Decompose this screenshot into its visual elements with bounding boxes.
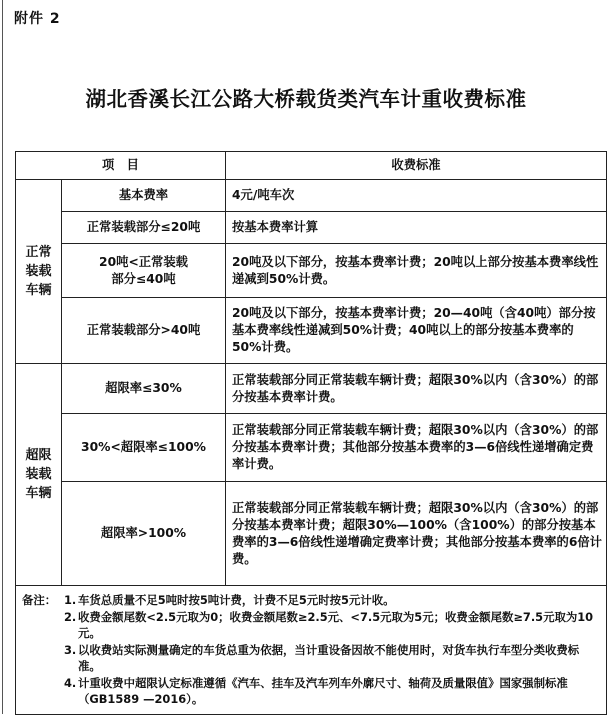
note-text: 以收费站实际测量确定的车货总重为依据，当计重设备因故不能使用时，对货车执行车型分类收费标准。 — [78, 642, 580, 673]
item-cell: 超限率>100% — [62, 482, 226, 586]
item-cell: 正常装载部分>40吨 — [62, 298, 226, 364]
note-number: 3. — [64, 642, 77, 657]
table-row — [16, 298, 607, 364]
notes-section — [16, 586, 607, 715]
table-row — [16, 364, 607, 414]
note-text: 车货总质量不足5吨时按5吨计费，计费不足5元时按5元计收。 — [78, 593, 395, 607]
table-row — [16, 180, 607, 212]
note-item — [22, 609, 600, 642]
standard-cell: 正常装载部分同正常装载车辆计费；超限30%以内（含30%）的部分按基本费率计费；其他部分按基本费率的3—6倍线性递增确定费率计费。 — [226, 414, 607, 482]
notes-row — [16, 586, 607, 715]
table-row — [16, 244, 607, 298]
item-cell: 超限率≤30% — [62, 364, 226, 414]
standard-cell: 正常装载部分同正常装载车辆计费；超限30%以内（含30%）的部分按基本费率计费；超限30%—100%（含100%）的部分按基本费率的3—6倍线性递增确定费率计费；其他部分按基本费率的6倍计费。 — [226, 482, 607, 586]
table-row — [16, 414, 607, 482]
item-cell: 30%<超限率≤100% — [62, 414, 226, 482]
attachment-label: 附件 2 — [14, 11, 61, 27]
notes-lead: 备注： — [22, 593, 57, 607]
table-header-row — [16, 152, 607, 180]
header-item: 项 目 — [16, 152, 226, 180]
category-normal-load: 正常 装载 车辆 — [16, 180, 62, 364]
standard-cell: 20吨及以下部分，按基本费率计费；20吨以上部分按基本费率线性递减到50%计费。 — [226, 244, 607, 298]
note-text: 计重收费中超限认定标准遵循《汽车、挂车及汽车列车外廓尺寸、轴荷及质量限值》国家强制标准（GB1589 —2016）。 — [78, 675, 568, 706]
note-item — [22, 592, 600, 609]
item-cell: 基本费率 — [62, 180, 226, 212]
table-row — [16, 212, 607, 244]
standard-cell: 20吨及以下部分，按基本费率计费；20—40吨（含40吨）部分按基本费率线性递减到50%计费；40吨以上的部分按基本费率的50%计费。 — [226, 298, 607, 364]
note-item — [22, 675, 600, 708]
standard-cell: 4元/吨车次 — [226, 180, 607, 212]
note-number: 2. — [64, 609, 77, 624]
fee-standard-table — [15, 151, 607, 715]
item-cell: 20吨<正常装载 部分≤40吨 — [62, 244, 226, 298]
note-text: 收费金额尾数<2.5元取为0；收费金额尾数≥2.5元、<7.5元取为5元；收费金额尾数≥7.5元取为10元。 — [78, 609, 594, 640]
table-row — [16, 482, 607, 586]
note-number: 1. — [64, 593, 77, 607]
category-overload: 超限 装载 车辆 — [16, 364, 62, 586]
header-standard: 收费标准 — [226, 152, 607, 180]
note-item — [22, 642, 600, 675]
standard-cell: 按基本费率计算 — [226, 212, 607, 244]
note-number: 4. — [64, 675, 77, 690]
item-cell: 正常装载部分≤20吨 — [62, 212, 226, 244]
standard-cell: 正常装载部分同正常装载车辆计费；超限30%以内（含30%）的部分按基本费率计费。 — [226, 364, 607, 414]
document-title: 湖北香溪长江公路大桥载货类汽车计重收费标准 — [85, 87, 527, 111]
